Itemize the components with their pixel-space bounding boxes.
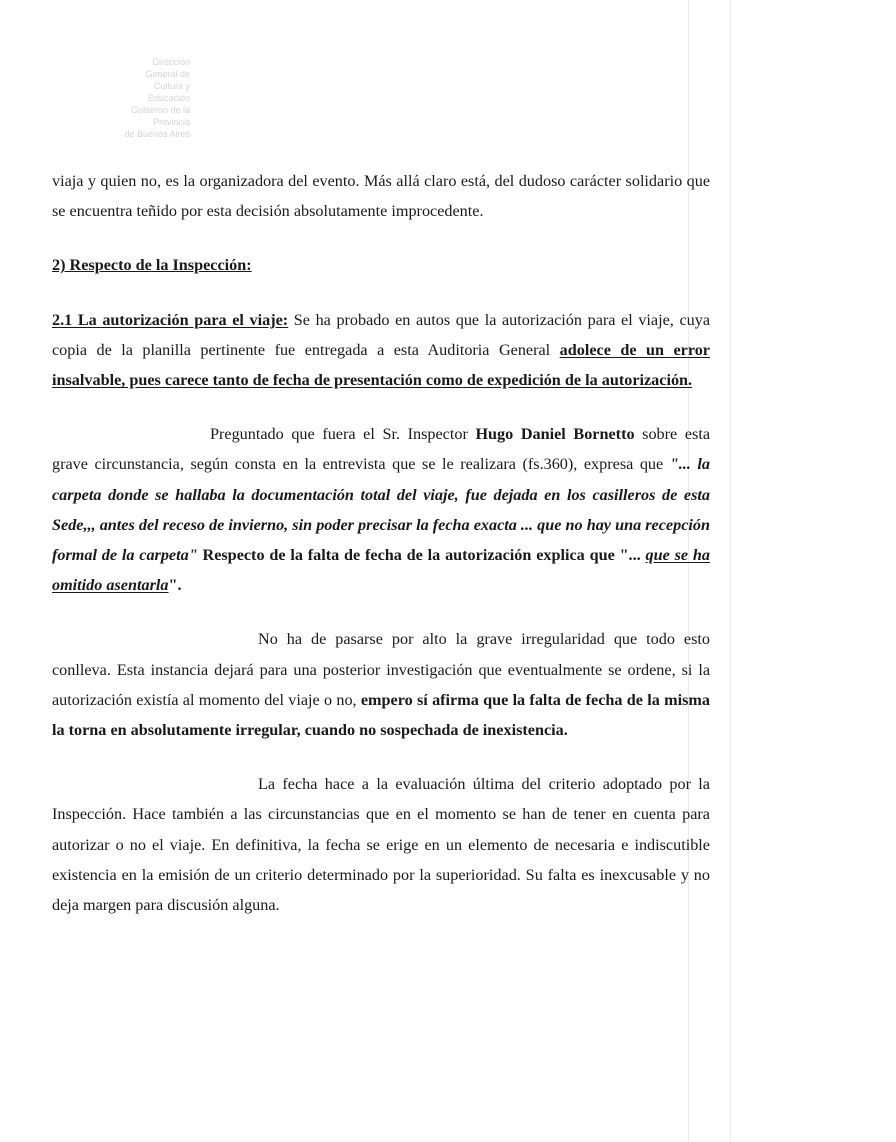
- quote-underlined: que se ha omitido asentarla: [52, 546, 710, 595]
- section-heading-text: 2) Respecto de la Inspección:: [52, 256, 252, 275]
- paragraph-text: viaja y quien no, es la organizadora del evento. Más allá claro está, del dudoso carácter solidario que se encuentra teñido por esta decisión absolutamente improcedente.: [52, 172, 710, 221]
- quote-text: "... la carpeta donde se hallaba la documentación total del viaje, fue dejada en los casilleros de esta Sede,,, antes del receso de invierno, sin poder precisar la fecha exacta ... que no hay una recepción formal de la carpeta": [52, 455, 711, 565]
- paragraph-text: Se ha probado en autos que la autorización para el viaje, cuya copia de la planilla pertinente fue entregada a esta Auditoria General: [52, 310, 711, 359]
- emphasis-text: empero sí afirma que la falta de fecha de la misma la torna en absolutamente irregular, cuando no sospechada de inexistencia.: [52, 690, 710, 740]
- paragraph-text: Preguntado que fuera el Sr. Inspector: [210, 425, 476, 444]
- stamp-line: Cultura y Educación: [147, 81, 190, 103]
- paragraph-irregularity: [52, 624, 710, 745]
- paragraph-date: [52, 769, 710, 920]
- paragraph-bold-text: ".: [168, 576, 182, 595]
- emphasis-text: adolece de un error insalvable, pues carece tanto de fecha de presentación como de expedición de la autorización.: [52, 340, 710, 390]
- header-stamp: [120, 56, 190, 140]
- bleed-through-line: [730, 0, 731, 1142]
- stamp-line: Gobierno de la Provincia: [130, 105, 190, 127]
- section-heading: [52, 250, 710, 280]
- document-body: [52, 166, 710, 920]
- paragraph-inspector: [52, 419, 710, 600]
- paragraph-authorization: [52, 305, 710, 396]
- inspector-name: Hugo Daniel Bornetto: [475, 425, 635, 444]
- stamp-line: de Buenos Aires: [124, 129, 190, 139]
- paragraph-text: No ha de pasarse por alto la grave irregularidad que todo esto conlleva. Esta instancia dejará para una posterior investigación que eventualmente se ordene, si la autorización existía al momento del viaje o no,: [52, 630, 710, 709]
- paragraph-bold-text: Respecto de la falta de fecha de la autorización explica que "...: [197, 546, 646, 565]
- subsection-label: 2.1 La autorización para el viaje:: [52, 310, 289, 329]
- paragraph-text: sobre esta grave circunstancia, según consta en la entrevista que se le realizara (fs.360), expresa que: [52, 425, 711, 474]
- paragraph-text: La fecha hace a la evaluación última del criterio adoptado por la Inspección. Hace también a las circunstancias que en el momento se han de tener en cuenta para autorizar o no el viaje. En definitiva, la fecha se erige en un elemento de necesaria e indiscutible existencia en la emisión de un criterio determinado por la superioridad. Su falta es inexcusable y no deja margen para discusión alguna.: [52, 775, 710, 915]
- paragraph-continuation: [52, 166, 710, 226]
- stamp-line: Dirección General de: [145, 57, 190, 79]
